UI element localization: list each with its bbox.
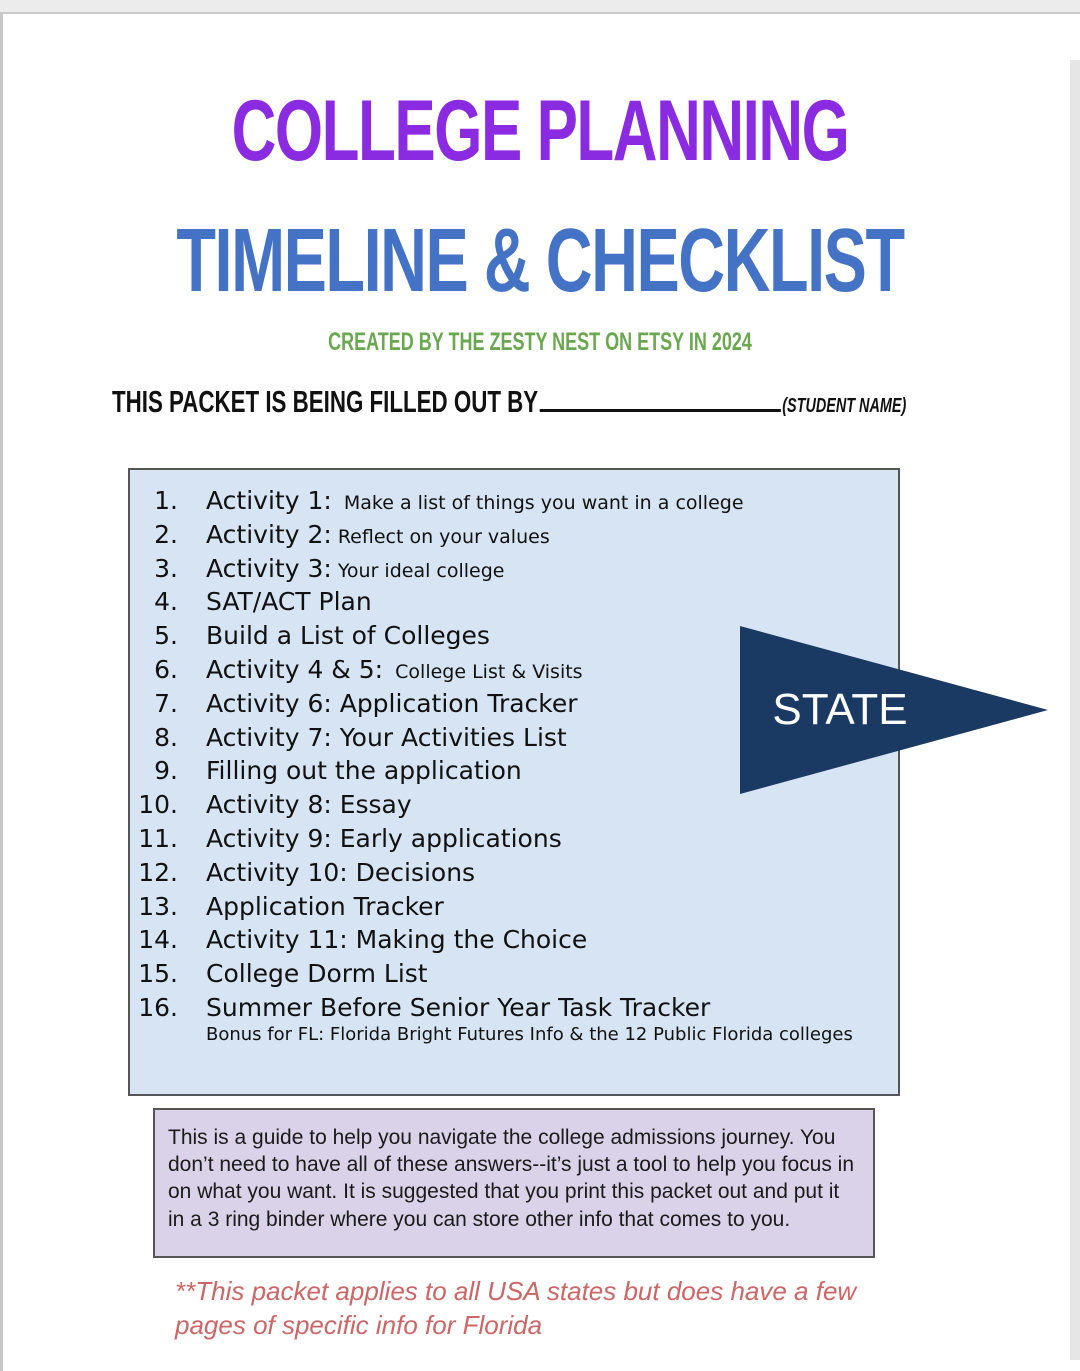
toc-item-label (206, 788, 412, 821)
guide-note: This is a guide to help you navigate the college admissions journey. You don’t need to have all of these answers--it’s just a tool to help you focus in on what you want. It is suggested that you print this packet out and put it in a 3 ring binder where you can store other info that comes to you. (153, 1108, 875, 1258)
toc-item-number: 5. (154, 621, 178, 651)
toc-item-number: 15. (138, 959, 178, 989)
toc-item (130, 856, 902, 890)
filled-by-line (112, 384, 906, 420)
toc-item-label (206, 619, 490, 652)
toc-item (130, 822, 902, 856)
toc-item-title: Activity 9: Early applications (206, 823, 562, 853)
toc-item-title: Build a List of Colleges (206, 621, 490, 651)
toc-item-label (206, 552, 504, 588)
toc-bonus-note: Bonus for FL: Florida Bright Futures Info & the 12 Public Florida colleges (206, 1024, 853, 1045)
toc-item-number: 3. (154, 553, 178, 583)
toc-item-number: 12. (138, 857, 178, 887)
toc-item-number: 1. (154, 486, 178, 515)
florida-footnote: **This packet applies to all USA states but does have a few pages of specific info for Florida (175, 1276, 857, 1340)
page-left-edge (0, 12, 3, 1371)
toc-item-title: Summer Before Senior Year Task Tracker (206, 992, 711, 1022)
toc-item-number: 4. (154, 587, 178, 617)
title-line-2: TIMELINE & CHECKLIST (176, 211, 904, 311)
toc-item-number: 16. (138, 992, 178, 1022)
title-line-1: COLLEGE PLANNING (231, 83, 849, 179)
toc-item-number: 9. (154, 756, 178, 786)
credit-line: CREATED BY THE ZESTY NEST ON ETSY IN 2024 (328, 328, 752, 356)
toc-item-subtitle: Your ideal college (331, 559, 505, 582)
toc-item-label (206, 721, 567, 754)
toc-item-number: 13. (138, 891, 178, 921)
toc-item (130, 484, 902, 518)
toc-item-label (206, 991, 710, 1024)
student-name-hint: (STUDENT NAME) (782, 395, 907, 417)
toc-item-number: 14. (138, 925, 178, 955)
toc-item-title: Activity 1: (206, 486, 332, 515)
student-name-blank[interactable] (540, 387, 781, 412)
toc-item-label (206, 856, 475, 889)
toc-item-number: 11. (138, 823, 178, 853)
toc-item-title: Activity 11: Making the Choice (206, 925, 588, 955)
toc-item (130, 890, 902, 924)
toc-item-label (206, 890, 444, 923)
toc-item-title: Activity 7: Your Activities List (206, 722, 567, 752)
toc-item-label (206, 687, 578, 720)
toc-item-title: Activity 3: (206, 553, 332, 583)
toc-item-title: Filling out the application (206, 756, 522, 786)
toc-item-label (206, 754, 522, 787)
toc-item-subtitle: Make a list of things you want in a college (331, 492, 744, 514)
toc-item (130, 552, 902, 586)
toc-item-label (206, 585, 372, 618)
toc-item-number: 7. (154, 688, 178, 718)
toc-item-title: Application Tracker (206, 891, 444, 921)
toc-item (130, 585, 902, 619)
toc-item-title: Activity 4 & 5: (206, 654, 384, 684)
toc-item-label (206, 822, 562, 855)
toc-item-label (206, 653, 583, 689)
toc-item-title: Activity 10: Decisions (206, 857, 476, 887)
toc-item (130, 957, 902, 991)
toc-item (130, 991, 902, 1025)
filled-by-label: THIS PACKET IS BEING FILLED OUT BY (112, 384, 539, 419)
toc-item-number: 10. (138, 790, 178, 820)
toc-item-title: Activity 2: (206, 519, 332, 549)
toc-item-label (206, 957, 428, 990)
toc-item-title: SAT/ACT Plan (206, 587, 372, 617)
toc-item (130, 518, 902, 552)
toc-item-number: 6. (154, 654, 178, 684)
toc-item-subtitle: Reflect on your values (331, 525, 550, 548)
page-top-edge (0, 0, 1080, 14)
toc-item (130, 923, 902, 957)
pennant-label: STATE (772, 685, 908, 734)
toc-item-title: College Dorm List (206, 959, 428, 989)
toc-item-label (206, 923, 587, 956)
toc-item-number: 8. (154, 722, 178, 752)
toc-item-number: 2. (154, 519, 178, 549)
toc-item-label (206, 484, 744, 520)
toc-item-title: Activity 8: Essay (206, 790, 412, 820)
toc-item-subtitle: College List & Visits (383, 660, 583, 683)
page-right-edge (1070, 60, 1080, 1360)
toc-item-title: Activity 6: Application Tracker (206, 688, 578, 718)
toc-item-label (206, 518, 550, 554)
